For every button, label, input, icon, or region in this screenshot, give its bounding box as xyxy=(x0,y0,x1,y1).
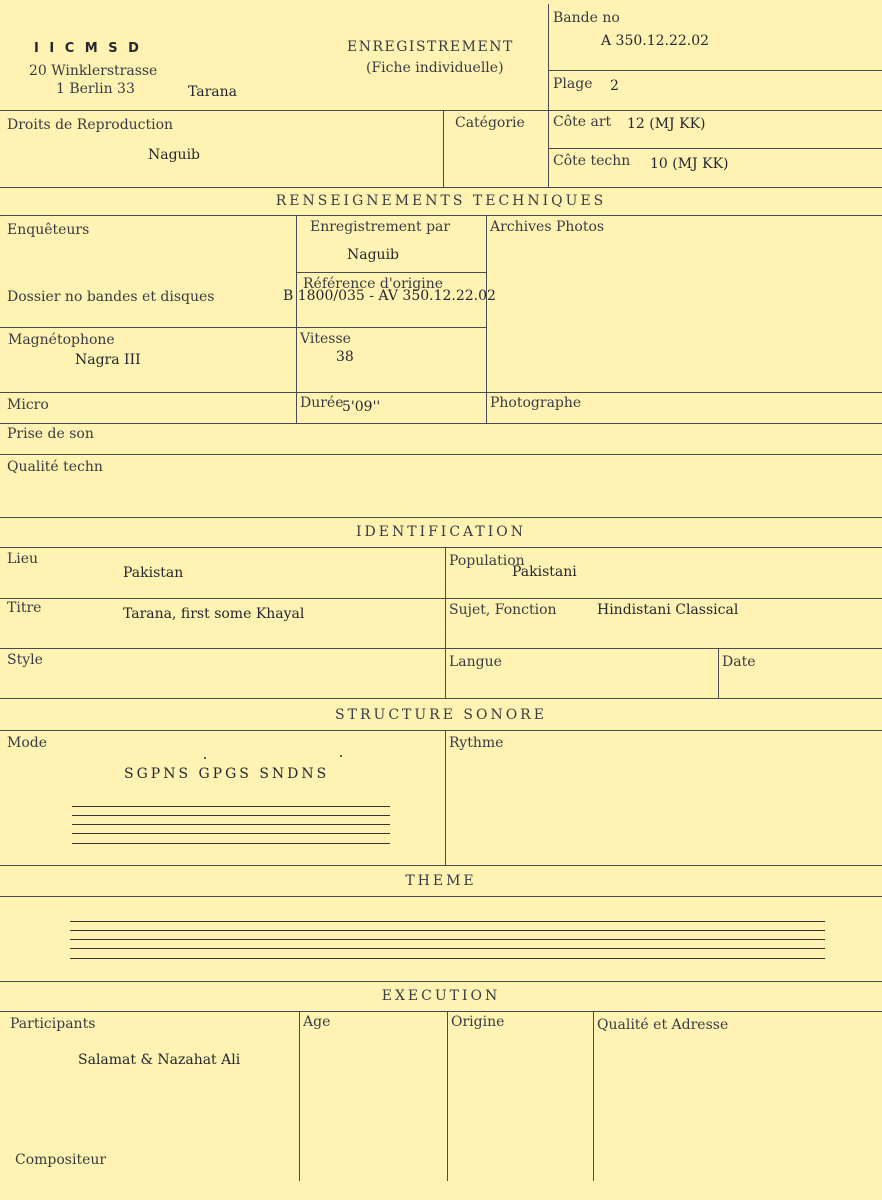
cote-art-value: 12 (MJ KK) xyxy=(627,116,706,132)
divider xyxy=(0,598,882,599)
divider xyxy=(718,648,719,698)
titre-value: Tarana, first some Khayal xyxy=(123,606,305,622)
reference-label: Référence d'origine xyxy=(303,276,444,292)
form-title: ENREGISTREMENT xyxy=(347,39,514,55)
prise-de-son-label: Prise de son xyxy=(7,426,94,442)
langue-label: Langue xyxy=(449,654,502,670)
divider xyxy=(0,698,882,699)
date-label: Date xyxy=(722,654,756,670)
org-name: I I C M S D xyxy=(34,41,142,56)
divider xyxy=(296,272,486,273)
staff-line xyxy=(70,948,825,949)
divider xyxy=(0,648,882,649)
divider xyxy=(548,70,882,71)
archives-photos-label: Archives Photos xyxy=(490,219,605,235)
participants-value: Salamat & Nazahat Ali xyxy=(78,1052,241,1068)
divider xyxy=(299,1011,300,1181)
plage-label: Plage xyxy=(553,76,593,92)
sujet-label: Sujet, Fonction xyxy=(449,602,557,618)
staff-line xyxy=(70,939,825,940)
divider xyxy=(548,148,882,149)
staff-line xyxy=(72,843,390,844)
dossier-label: Dossier no bandes et disques xyxy=(7,289,215,305)
section-heading-technique: RENSEIGNEMENTS TECHNIQUES xyxy=(275,193,607,209)
photographe-label: Photographe xyxy=(490,395,582,411)
qualite-adresse-label: Qualité et Adresse xyxy=(597,1017,729,1033)
droits-label: Droits de Reproduction xyxy=(7,117,174,133)
plage-value: 2 xyxy=(610,78,619,94)
divider xyxy=(447,1011,448,1181)
staff-line xyxy=(72,824,390,825)
divider xyxy=(0,981,882,982)
staff-line xyxy=(72,806,390,807)
staff-line xyxy=(70,921,825,922)
duree-value: 5'09'' xyxy=(342,399,381,415)
origine-label: Origine xyxy=(451,1014,505,1030)
population-value: Pakistani xyxy=(512,564,577,580)
categorie-label: Catégorie xyxy=(455,115,525,131)
enregistrement-par-value: Naguib xyxy=(347,247,400,263)
enregistrement-par-label: Enregistrement par xyxy=(310,219,451,235)
divider xyxy=(445,730,446,865)
form-subtitle: (Fiche individuelle) xyxy=(366,60,504,76)
lieu-label: Lieu xyxy=(7,551,39,567)
notation-dot xyxy=(340,755,342,757)
compositeur-label: Compositeur xyxy=(15,1152,107,1168)
droits-value: Naguib xyxy=(148,147,201,163)
divider xyxy=(0,896,882,897)
divider xyxy=(0,392,882,393)
reference-value: B 1800/035 - AV 350.12.22.02 xyxy=(283,288,496,304)
micro-label: Micro xyxy=(7,397,49,413)
divider xyxy=(0,454,882,455)
mode-value: SGPNS GPGS SNDNS xyxy=(124,766,330,782)
cote-art-label: Côte art xyxy=(553,114,612,130)
vitesse-value: 38 xyxy=(336,349,354,365)
section-heading-execution: EXECUTION xyxy=(381,988,501,1004)
staff-line xyxy=(72,815,390,816)
org-address-line2: 1 Berlin 33 xyxy=(56,81,135,97)
section-heading-structure: STRUCTURE SONORE xyxy=(335,707,547,723)
style-label: Style xyxy=(7,652,43,668)
divider xyxy=(0,547,882,548)
section-heading-theme: THEME xyxy=(405,873,477,889)
divider xyxy=(548,4,549,187)
notation-dot xyxy=(204,757,206,759)
divider xyxy=(593,1011,594,1181)
age-label: Age xyxy=(303,1014,331,1030)
staff-line xyxy=(72,833,390,834)
magnetophone-value: Nagra III xyxy=(75,352,141,368)
duree-label: Durée xyxy=(300,395,344,411)
divider xyxy=(0,327,486,328)
mode-label: Mode xyxy=(7,735,48,751)
divider xyxy=(0,423,882,424)
piece-name: Tarana xyxy=(188,84,237,100)
divider xyxy=(0,730,882,731)
divider xyxy=(0,517,882,518)
divider xyxy=(0,187,882,188)
cote-techn-label: Côte techn xyxy=(553,153,631,169)
rythme-label: Rythme xyxy=(449,735,504,751)
org-address-line1: 20 Winklerstrasse xyxy=(29,63,158,79)
bande-value: A 350.12.22.02 xyxy=(601,33,710,49)
cote-techn-value: 10 (MJ KK) xyxy=(650,156,729,172)
enqueteurs-label: Enquêteurs xyxy=(7,222,90,238)
divider xyxy=(443,110,444,187)
titre-label: Titre xyxy=(7,600,42,616)
section-heading-identification: IDENTIFICATION xyxy=(356,524,526,540)
bande-label: Bande no xyxy=(553,10,620,26)
sujet-value: Hindistani Classical xyxy=(597,602,739,618)
divider xyxy=(0,1011,882,1012)
population-label: Population xyxy=(449,553,525,569)
divider xyxy=(445,547,446,698)
divider xyxy=(0,215,882,216)
lieu-value: Pakistan xyxy=(123,565,184,581)
staff-line xyxy=(70,930,825,931)
participants-label: Participants xyxy=(10,1016,96,1032)
magnetophone-label: Magnétophone xyxy=(8,332,115,348)
vitesse-label: Vitesse xyxy=(300,331,351,347)
divider xyxy=(0,865,882,866)
qualite-techn-label: Qualité techn xyxy=(7,459,103,475)
divider xyxy=(0,110,882,111)
staff-line xyxy=(70,958,825,959)
